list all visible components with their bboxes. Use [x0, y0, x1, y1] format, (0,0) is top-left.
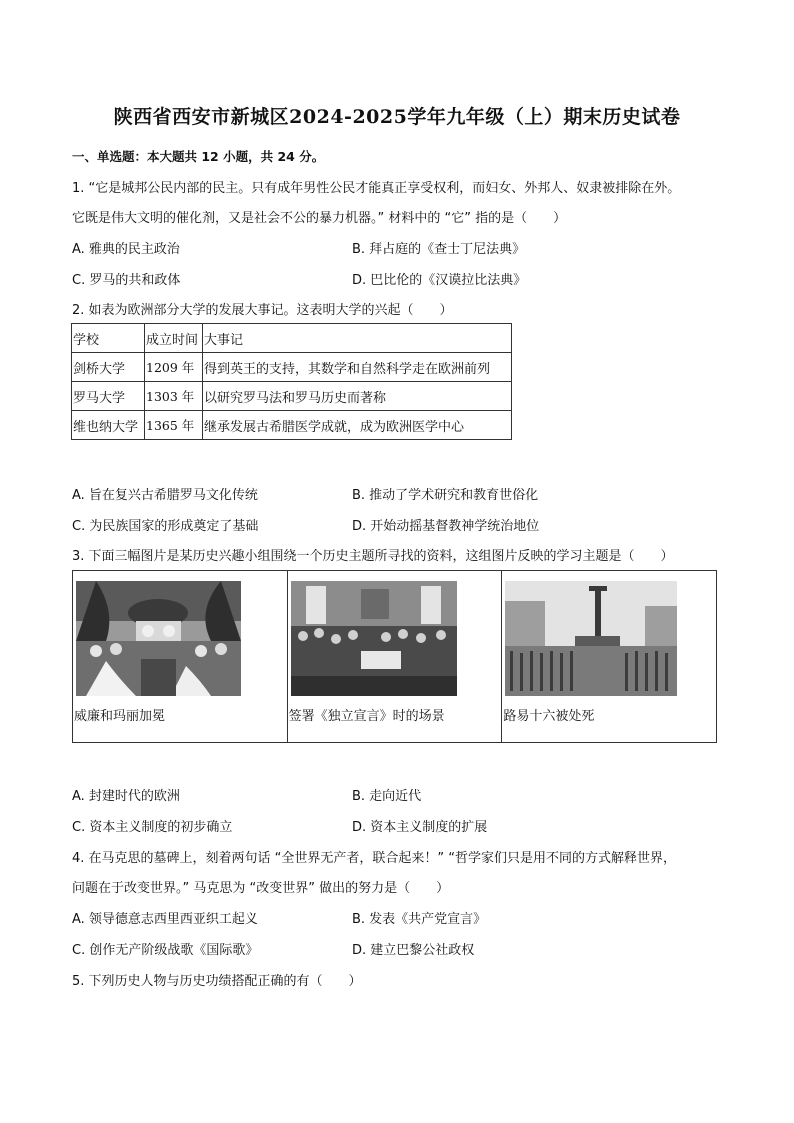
exam-title: 陕西省西安市新城区2024-2025学年九年级（上）期末历史试卷 [113, 106, 681, 128]
q3-stem: 3. 下面三幅图片是某历史兴趣小组围绕一个历史主题所寻找的资料，这组图片反映的学习主题是（ ） [72, 549, 674, 564]
q2-option-a[interactable]: A. 旨在复兴古希腊罗马文化传统 [72, 488, 258, 503]
q3-option-c[interactable]: C. 资本主义制度的初步确立 [72, 820, 233, 835]
picture-cell [288, 571, 503, 742]
table-row [72, 382, 512, 411]
table-cell: 以研究罗马法和罗马历史而著称 [203, 382, 512, 411]
q1-option-b[interactable]: B. 拜占庭的《查士丁尼法典》 [352, 242, 526, 257]
picture-table [72, 570, 717, 743]
q2-option-b[interactable]: B. 推动了学术研究和教育世俗化 [352, 488, 539, 503]
table-cell: 继承发展古希腊医学成就，成为欧洲医学中心 [203, 411, 512, 440]
q2-stem: 2. 如表为欧洲部分大学的发展大事记。这表明大学的兴起（ ） [72, 303, 453, 318]
q1-option-a[interactable]: A. 雅典的民主政治 [72, 242, 180, 257]
q4-stem-line2: 问题在于改变世界。” 马克思为 “改变世界” 做出的努力是（ ） [72, 881, 450, 896]
q2-option-d[interactable]: D. 开始动摇基督教神学统治地位 [352, 519, 540, 534]
q1-option-d[interactable]: D. 巴比伦的《汉谟拉比法典》 [352, 273, 527, 288]
q4-option-a[interactable]: A. 领导德意志西里西亚织工起义 [72, 912, 258, 927]
table-cell: 1209 年 [145, 353, 203, 382]
picture-caption: 威廉和玛丽加冕 [74, 709, 166, 724]
q4-option-b[interactable]: B. 发表《共产党宣言》 [352, 912, 487, 927]
q3-option-a[interactable]: A. 封建时代的欧洲 [72, 789, 180, 804]
table-header: 大事记 [203, 324, 512, 353]
section-heading: 一、单选题：本大题共 12 小题，共 24 分。 [72, 149, 325, 164]
table-cell: 维也纳大学 [72, 411, 145, 440]
picture-cell [502, 571, 716, 742]
q4-option-c[interactable]: C. 创作无产阶级战歌《国际歌》 [72, 943, 259, 958]
table-cell: 得到英王的支持，其数学和自然科学走在欧洲前列 [203, 353, 512, 382]
table-header: 学校 [72, 324, 145, 353]
q2-option-c[interactable]: C. 为民族国家的形成奠定了基础 [72, 519, 259, 534]
table-row [72, 353, 512, 382]
q4-option-d[interactable]: D. 建立巴黎公社政权 [352, 943, 475, 958]
university-table [71, 323, 512, 440]
table-row [72, 411, 512, 440]
q4-stem-line1: 4. 在马克思的墓碑上，刻着两句话 “全世界无产者，联合起来！” “哲学家们只是用不同的方式解释世界， [72, 851, 677, 866]
picture-cell [73, 571, 288, 742]
table-cell: 剑桥大学 [72, 353, 145, 382]
picture-caption: 路易十六被处死 [503, 709, 595, 724]
table-header-row [72, 324, 512, 353]
declaration-photo [291, 581, 457, 696]
table-header: 成立时间 [145, 324, 203, 353]
table-cell: 1303 年 [145, 382, 203, 411]
q1-option-c[interactable]: C. 罗马的共和政体 [72, 273, 181, 288]
q1-stem-line2: 它既是伟大文明的催化剂，又是社会不公的暴力机器。” 材料中的 “它” 指的是（ ） [72, 211, 567, 226]
execution-photo [505, 581, 677, 696]
coronation-photo [76, 581, 241, 696]
table-cell: 罗马大学 [72, 382, 145, 411]
q3-option-d[interactable]: D. 资本主义制度的扩展 [352, 820, 488, 835]
q3-option-b[interactable]: B. 走向近代 [352, 789, 422, 804]
picture-caption: 签署《独立宣言》时的场景 [288, 709, 445, 724]
q1-stem-line1: 1. “它是城邦公民内部的民主。只有成年男性公民才能真正享受权利，而妇女、外邦人、奴隶被排除在外。 [72, 181, 681, 196]
table-cell: 1365 年 [145, 411, 203, 440]
q5-stem: 5. 下列历史人物与历史功绩搭配正确的有（ ） [72, 974, 362, 989]
